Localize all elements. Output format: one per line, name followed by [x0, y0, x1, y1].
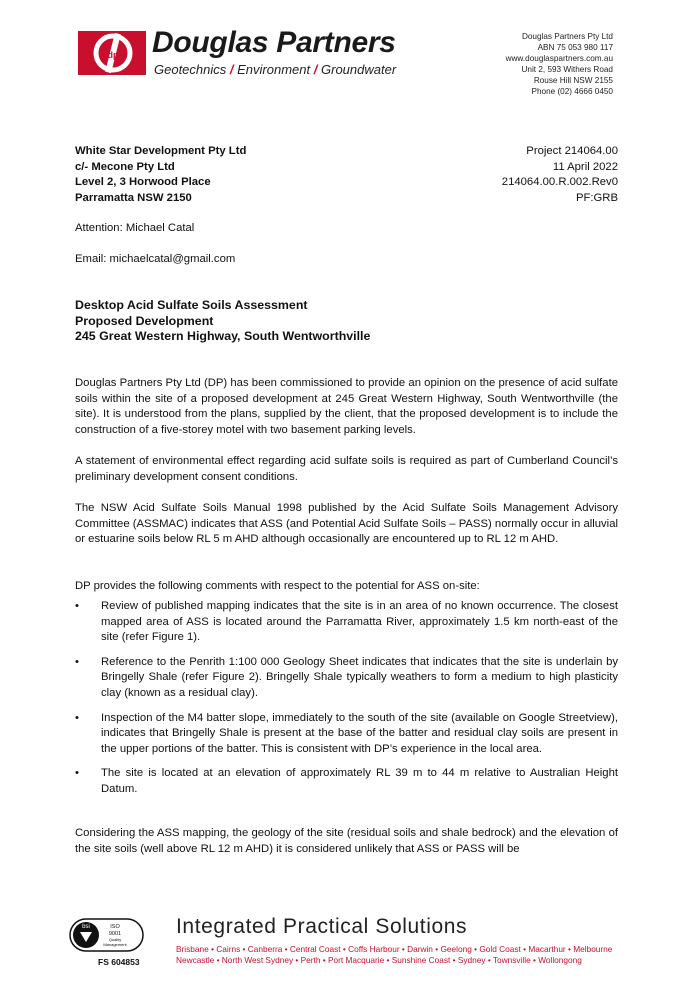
certification-badge — [69, 918, 144, 952]
letter-date: 11 April 2022 — [552, 160, 618, 173]
logo-mark-glyph: dp — [107, 50, 119, 60]
company-website[interactable]: www.douglaspartners.com.au — [505, 54, 613, 63]
paragraph-intro: Douglas Partners Pty Ltd (DP) has been commissioned to provide an opinion on the presence of acid sulfate soils within the site of a proposed development at 245 Great Western Highway, South Wentworthville (the site). It is understood from the plans, supplied by the client, that the proposed development is to include the construction of a five-storey motel with two basement parking levels. — [75, 377, 618, 436]
project-number: Project 214064.00 — [526, 145, 618, 157]
paragraph-manual: The NSW Acid Sulfate Soils Manual 1998 published by the Acid Sulfate Soils Management Advisory Committee (ASSMAC) indicates that ASS (and Potential Acid Sulfate Soils – PASS) normally occur in alluvial or estuarine soils below RL 5 m AHD although occasionally are encountered up to RL 12 m AHD. — [75, 502, 618, 546]
bsi-text: bsi — [82, 924, 90, 930]
report-number: 214064.00.R.002.Rev0 — [501, 176, 618, 189]
comments-list — [75, 599, 618, 807]
email-line: Email: michaelcatal@gmail.com — [75, 253, 236, 265]
bullet-glyph: • — [75, 600, 79, 612]
list-item-text: Reference to the Penrith 1:100 000 Geology Sheet indicates that indicates that the site is underlain by Bringelly Shale (refer Figure 2). Bringelly Shale typically weathers to form a medium to high plasticity clay (known as a residual clay). — [101, 655, 618, 699]
paragraph-comments-intro: DP provides the following comments with respect to the potential for ASS on-site: — [75, 580, 480, 592]
offices-line: Brisbane • Cairns • Canberra • Central Coast • Coffs Harbour • Darwin • Geelong • Gold Coast • Macarthur • Melbourne — [176, 944, 613, 954]
recipient-line: c/- Mecone Pty Ltd — [75, 160, 175, 173]
company-details — [506, 31, 613, 97]
logo-tagline — [154, 62, 396, 77]
list-item-text: Inspection of the M4 batter slope, immediately to the south of the site (available on Google Streetview), indicates that Bringelly Shale is present at the base of the batter and residual clay soils are present in the upper portions of the batter. This is consistent with DP’s experience in the local area. — [101, 711, 618, 755]
company-name: Douglas Partners Pty Ltd — [521, 32, 613, 41]
logo-mark — [78, 31, 146, 75]
list-item — [75, 766, 618, 797]
offices-line: Newcastle • North West Sydney • Perth • Port Macquarie • Sunshine Coast • Sydney • Townsville • Wollongong — [176, 955, 582, 965]
iso-text: ISO — [110, 924, 120, 930]
subject-line: 245 Great Western Highway, South Wentworthville — [75, 329, 371, 344]
company-suburb: Rouse Hill NSW 2155 — [533, 76, 613, 85]
recipient-address — [75, 144, 246, 206]
bullet-glyph: • — [75, 767, 79, 780]
bsi-badge-icon — [69, 918, 144, 952]
letter-subject — [75, 298, 370, 345]
list-item — [75, 655, 618, 702]
subject-line: Desktop Acid Sulfate Soils Assessment — [75, 298, 308, 312]
attention-line: Attention: Michael Catal — [75, 222, 195, 234]
tagline-separator: / — [313, 62, 318, 77]
list-item — [75, 599, 618, 646]
list-item-text: Review of published mapping indicates that the site is in an area of no known occurrence. The closest mapped area of ASS is located around the Parramatta River, approximately 1.5 km north-east of the site (refer Figure 1). — [101, 600, 618, 644]
author-initials: PF:GRB — [575, 191, 618, 204]
iso-management: Management — [103, 942, 127, 947]
project-reference — [502, 144, 618, 206]
company-phone: Phone (02) 4666 0450 — [531, 87, 613, 96]
subject-line: Proposed Development — [75, 313, 214, 328]
footer-tagline: Integrated Practical Solutions — [176, 915, 468, 938]
recipient-line: Level 2, 3 Horwood Place — [75, 176, 211, 189]
dp-logo-icon — [78, 31, 146, 75]
office-locations — [176, 944, 612, 966]
tagline-environment: Environment — [237, 62, 311, 77]
paragraph-statement: A statement of environmental effect regarding acid sulfate soils is required as part of Cumberland Council’s preliminary development consent conditions. — [75, 455, 618, 483]
list-item-text: The site is located at an elevation of approximately RL 39 m to 44 m relative to Australian Height Datum. — [101, 767, 618, 795]
iso-quality: Quality — [108, 937, 122, 942]
certificate-number: FS 604853 — [98, 957, 140, 967]
tagline-separator: / — [229, 62, 234, 77]
logo-name: Douglas Partners — [152, 26, 396, 59]
paragraph-conclusion: Considering the ASS mapping, the geology of the site (residual soils and shale bedrock) and the elevation of the site soils (well above RL 12 m AHD) it is considered unlikely that ASS or PASS will be — [75, 827, 618, 855]
recipient-line: White Star Development Pty Ltd — [75, 145, 247, 157]
bullet-glyph: • — [75, 711, 79, 724]
list-item — [75, 711, 618, 758]
company-abn: ABN 75 053 980 117 — [537, 43, 613, 52]
tagline-geotechnics: Geotechnics — [154, 62, 227, 77]
company-street: Unit 2, 593 Withers Road — [521, 65, 613, 74]
bullet-glyph: • — [75, 655, 79, 668]
recipient-line: Parramatta NSW 2150 — [75, 191, 192, 204]
tagline-groundwater: Groundwater — [321, 62, 397, 77]
iso-number: 9001 — [108, 931, 122, 937]
